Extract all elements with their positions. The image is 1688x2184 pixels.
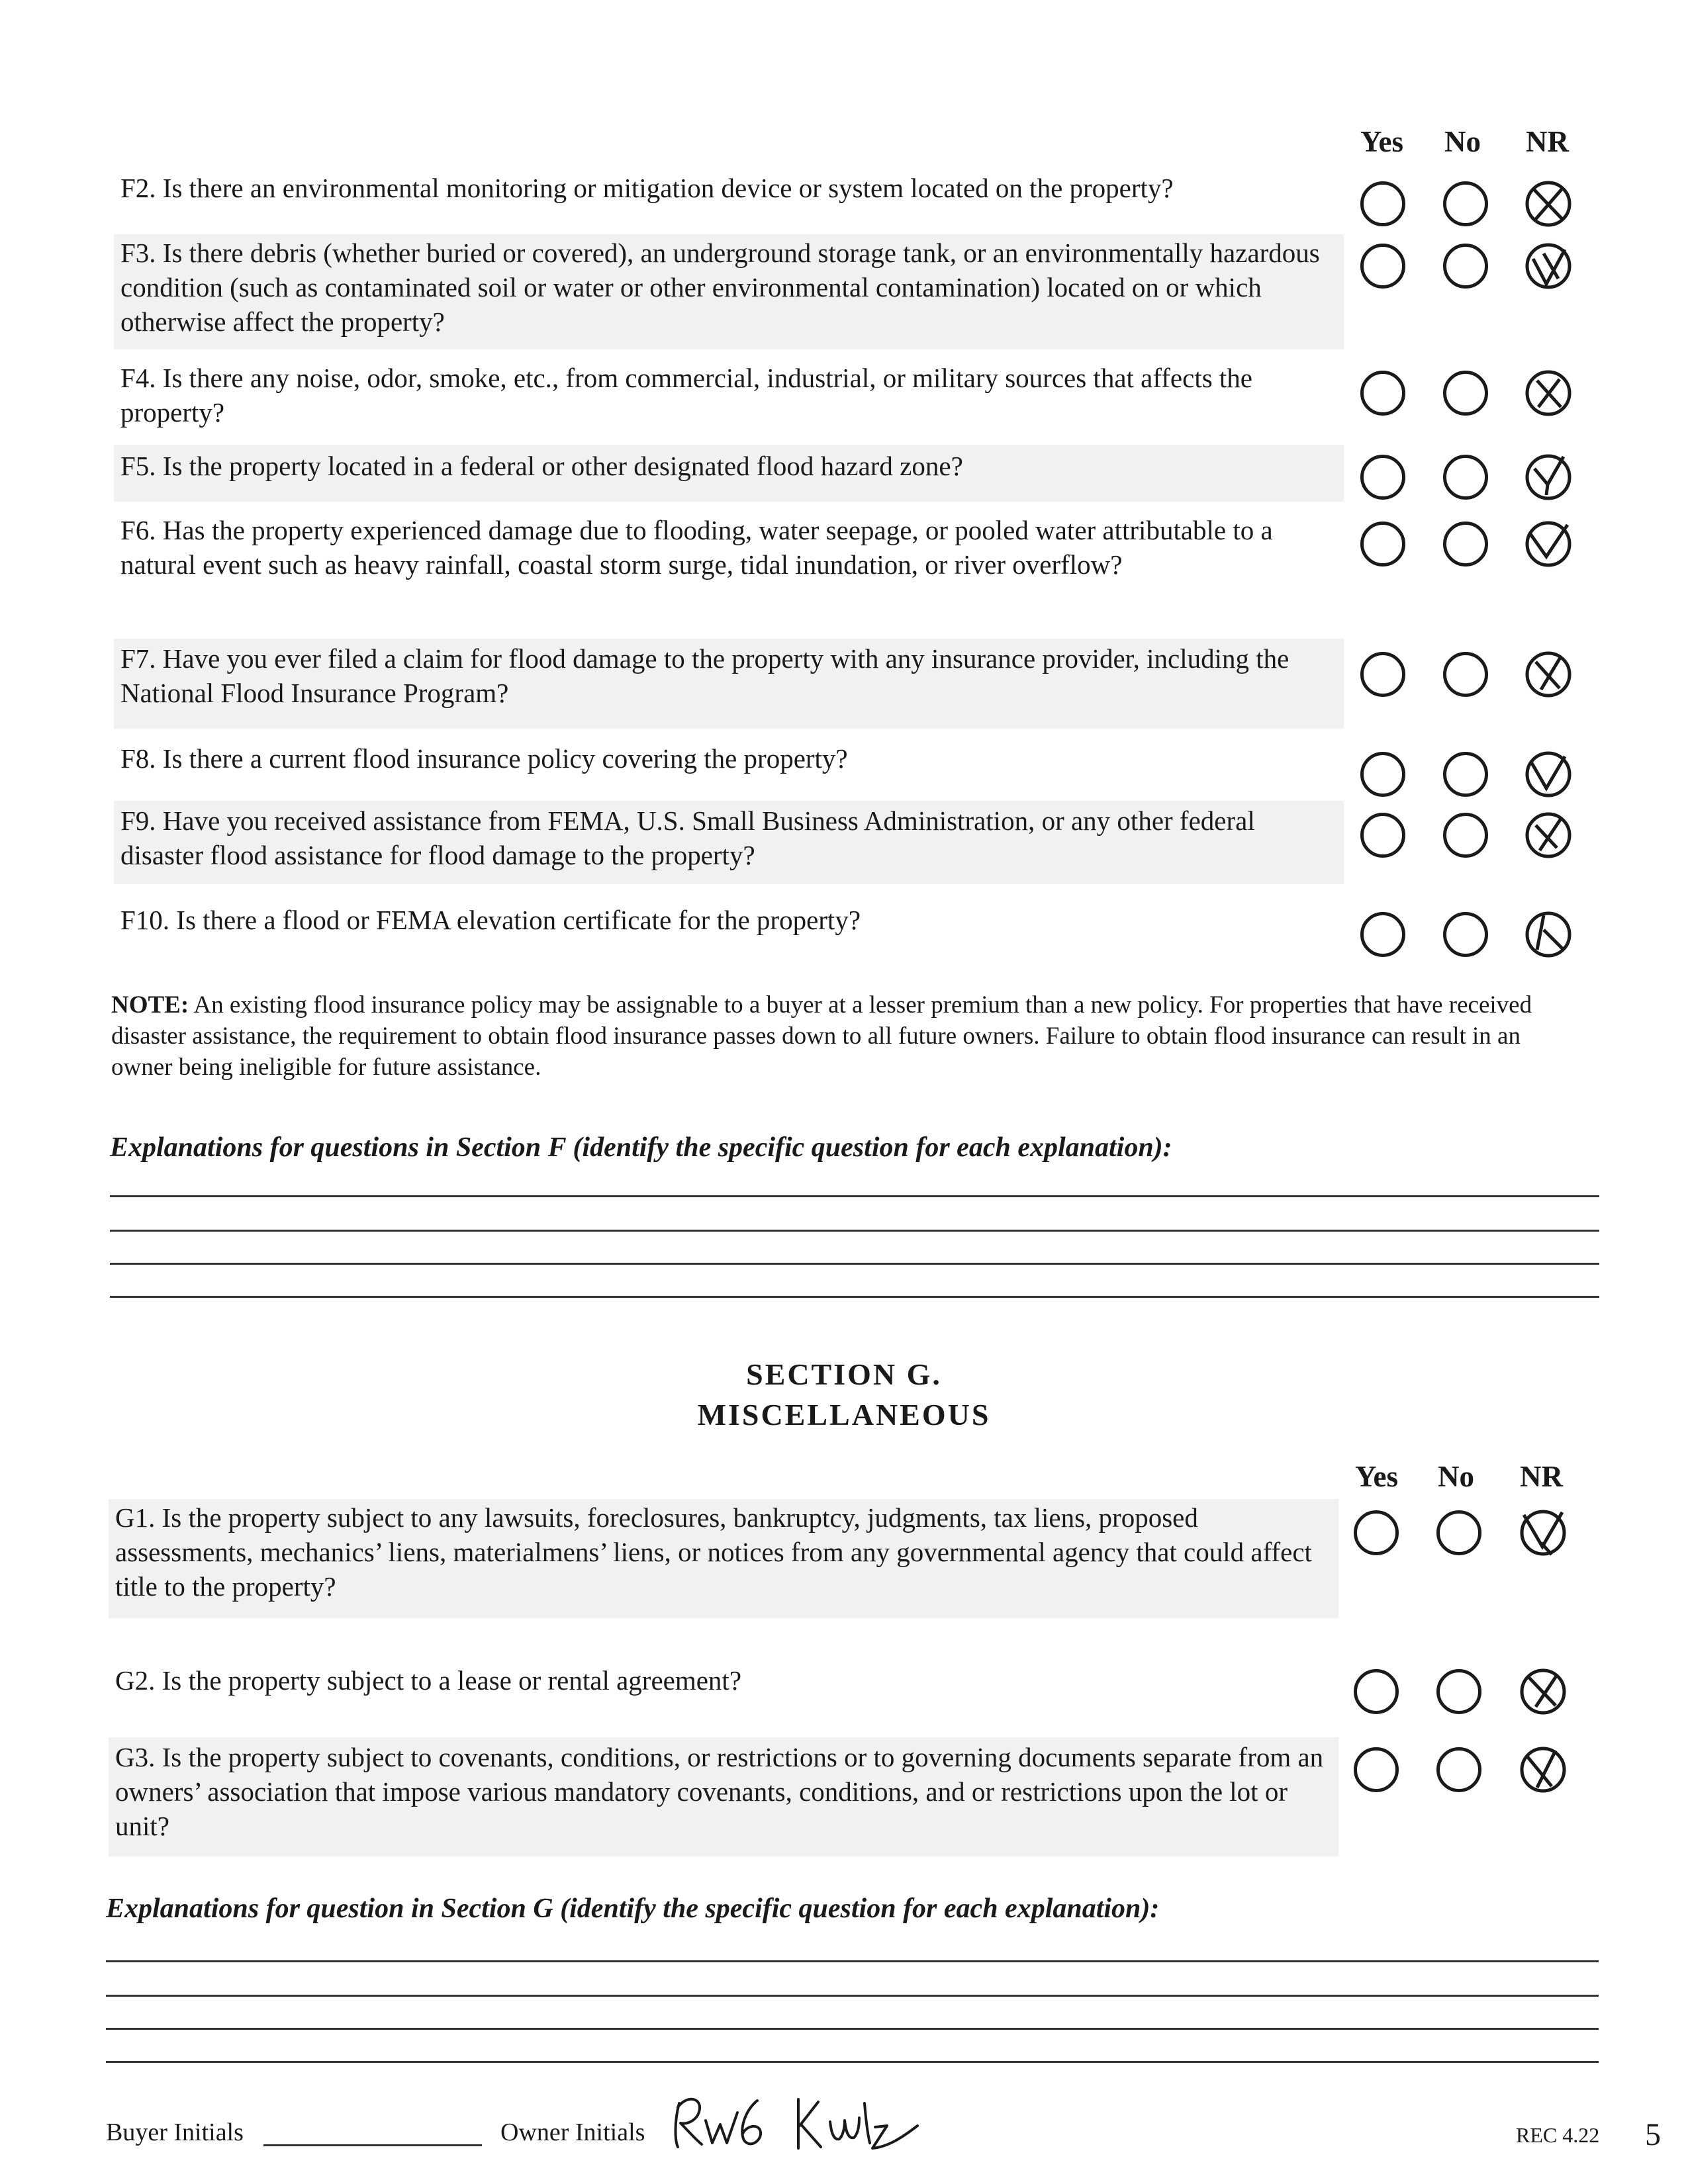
- g1-yes-radio[interactable]: [1354, 1510, 1399, 1555]
- question-f5: F5. Is the property located in a federal or other designated flood hazard zone?: [114, 445, 1344, 502]
- f8-no-radio[interactable]: [1443, 752, 1488, 797]
- question-g1: G1. Is the property subject to any lawsuits, foreclosures, bankruptcy, judgments, tax liens, proposed assessments, mechanics’ liens, materialmens’ liens, or notices from any governmental agency that could affect title to the property?: [109, 1499, 1338, 1618]
- owner-initials-signature: [669, 2083, 927, 2156]
- f7-nr-radio-checked[interactable]: [1524, 650, 1573, 699]
- owner-initials-label: Owner Initials: [500, 2118, 645, 2146]
- f4-nr-radio-checked[interactable]: [1524, 369, 1573, 418]
- question-g3: G3. Is the property subject to covenants, conditions, or restrictions or to governing documents separate from an owners’ association that impose various mandatory covenants, conditions, and or restrictions upon the lot or unit?: [109, 1737, 1338, 1856]
- f2-yes-radio[interactable]: [1360, 181, 1405, 226]
- g2-yes-radio[interactable]: [1354, 1669, 1399, 1714]
- header-yes: Yes: [1360, 125, 1403, 158]
- f9-nr-radio-checked[interactable]: [1524, 811, 1573, 860]
- g-header-nr: NR: [1520, 1460, 1563, 1493]
- g3-yes-radio[interactable]: [1354, 1747, 1399, 1792]
- section-g-subtitle: MISCELLANEOUS: [697, 1398, 991, 1432]
- f10-nr-radio-checked[interactable]: [1524, 910, 1573, 959]
- section-g-explanation-line-1[interactable]: [106, 1960, 1599, 1962]
- g3-no-radio[interactable]: [1436, 1747, 1481, 1792]
- section-f-explanation-line-4[interactable]: [110, 1296, 1599, 1298]
- f7-yes-radio[interactable]: [1360, 652, 1405, 697]
- section-g-explanations-label: Explanations for question in Section G (identify the specific question for each explanation):: [106, 1893, 1160, 1924]
- note-text: An existing flood insurance policy may be assignable to a buyer at a lesser premium than a new policy. For properties that have received disaster assistance, the requirement to obtain flood insurance passes down to all future owners. Failure to obtain flood insurance can result in an owner being ineligible for future assistance.: [111, 991, 1532, 1081]
- f6-yes-radio[interactable]: [1360, 522, 1405, 567]
- g1-nr-radio-checked[interactable]: [1519, 1508, 1568, 1557]
- flood-note: [111, 989, 1581, 1083]
- header-nr: NR: [1526, 125, 1569, 158]
- section-f-explanation-line-2[interactable]: [110, 1230, 1599, 1232]
- f5-nr-radio-checked[interactable]: [1524, 453, 1573, 502]
- section-f-explanation-line-1[interactable]: [110, 1195, 1599, 1197]
- page-number: 5: [1645, 2117, 1661, 2152]
- f2-nr-radio-checked[interactable]: [1524, 179, 1573, 228]
- g3-nr-radio-checked[interactable]: [1519, 1745, 1568, 1794]
- question-g2: G2. Is the property subject to a lease or rental agreement?: [115, 1665, 742, 1696]
- header-no: No: [1444, 125, 1481, 158]
- section-f-explanations-label: Explanations for questions in Section F (identify the specific question for each explanation):: [110, 1132, 1172, 1163]
- section-g-explanation-line-2[interactable]: [106, 1995, 1599, 1997]
- f3-yes-radio[interactable]: [1360, 244, 1405, 289]
- question-f8: F8. Is there a current flood insurance policy covering the property?: [120, 743, 848, 774]
- section-f-explanation-line-3[interactable]: [110, 1263, 1599, 1265]
- buyer-initials-line[interactable]: [263, 2144, 482, 2146]
- g-header-yes: Yes: [1355, 1460, 1398, 1493]
- section-g-explanation-line-3[interactable]: [106, 2028, 1599, 2030]
- f8-nr-radio-checked[interactable]: [1524, 750, 1573, 799]
- f6-nr-radio-checked[interactable]: [1524, 520, 1573, 569]
- question-f3: F3. Is there debris (whether buried or covered), an underground storage tank, or an environmentally hazardous condition (such as contaminated soil or water or other environmental contamination) located on or which otherwise affect the property?: [114, 234, 1344, 349]
- g1-no-radio[interactable]: [1436, 1510, 1481, 1555]
- buyer-initials-label: Buyer Initials: [106, 2118, 244, 2146]
- question-f2: F2. Is there an environmental monitoring or mitigation device or system located on the property?: [120, 173, 1174, 203]
- f6-no-radio[interactable]: [1443, 522, 1488, 567]
- f8-yes-radio[interactable]: [1360, 752, 1405, 797]
- f10-yes-radio[interactable]: [1360, 912, 1405, 957]
- f10-no-radio[interactable]: [1443, 912, 1488, 957]
- section-g-explanation-line-4[interactable]: [106, 2061, 1599, 2063]
- f9-no-radio[interactable]: [1443, 813, 1488, 858]
- f7-no-radio[interactable]: [1443, 652, 1488, 697]
- f5-yes-radio[interactable]: [1360, 455, 1405, 500]
- section-g-title: SECTION G.: [746, 1357, 942, 1391]
- f4-no-radio[interactable]: [1443, 371, 1488, 416]
- form-code: REC 4.22: [1516, 2123, 1600, 2147]
- f9-yes-radio[interactable]: [1360, 813, 1405, 858]
- note-label: NOTE:: [111, 991, 189, 1019]
- f3-nr-radio-checked[interactable]: [1524, 242, 1573, 291]
- f5-no-radio[interactable]: [1443, 455, 1488, 500]
- f4-yes-radio[interactable]: [1360, 371, 1405, 416]
- f2-no-radio[interactable]: [1443, 181, 1488, 226]
- question-f10: F10. Is there a flood or FEMA elevation certificate for the property?: [120, 905, 861, 935]
- question-f4: F4. Is there any noise, odor, smoke, etc., from commercial, industrial, or military sources that affects the property?: [120, 363, 1253, 428]
- g-header-no: No: [1438, 1460, 1474, 1493]
- g2-nr-radio-checked[interactable]: [1519, 1667, 1568, 1716]
- f3-no-radio[interactable]: [1443, 244, 1488, 289]
- question-f7: F7. Have you ever filed a claim for flood damage to the property with any insurance provider, including the National Flood Insurance Program?: [114, 639, 1344, 729]
- question-f9: F9. Have you received assistance from FEMA, U.S. Small Business Administration, or any other federal disaster flood assistance for flood damage to the property?: [114, 801, 1344, 884]
- g2-no-radio[interactable]: [1436, 1669, 1481, 1714]
- question-f6: F6. Has the property experienced damage due to flooding, water seepage, or pooled water attributable to a natural event such as heavy rainfall, coastal storm surge, tidal inundation, or river overflow?: [120, 515, 1273, 580]
